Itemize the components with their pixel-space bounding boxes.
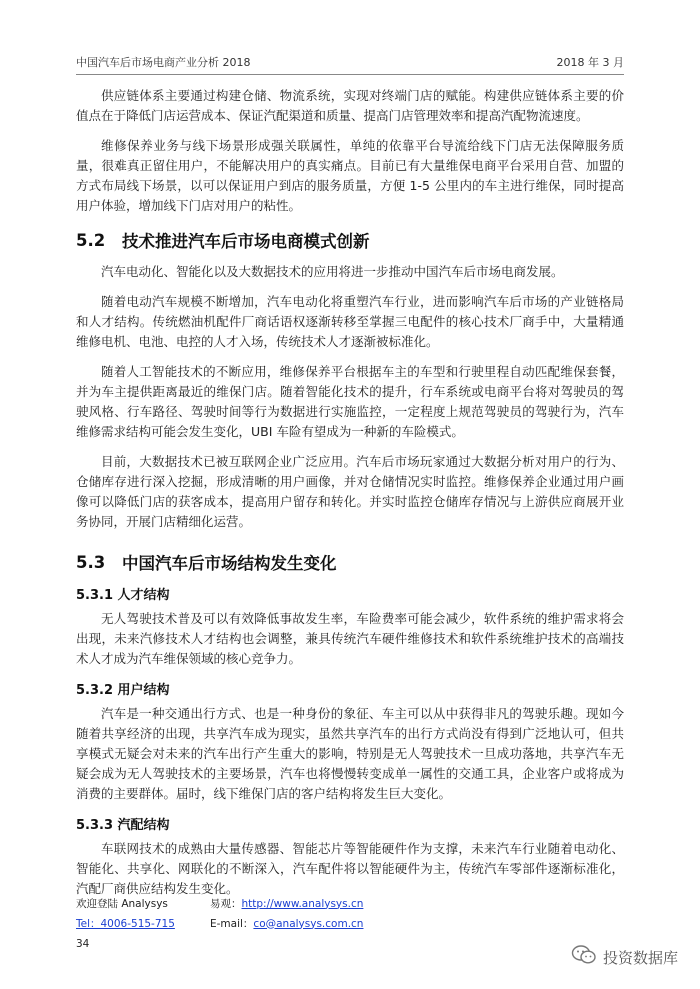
section-number: 5.3 — [76, 552, 106, 572]
body-paragraph: 目前，大数据技术已被互联网企业广泛应用。汽车后市场玩家通过大数据分析对用户的行为、仓储库存进行深入挖掘，形成清晰的用户画像，并对仓储情况实时监控。维修保养企业通过用户画像可以降低门店的获客成本，提高用户留存和转化。并实时监控仓储库存情况与上游供应商展开业务协同，开展门店精细化运营。 — [76, 454, 624, 529]
section-title: 中国汽车后市场结构发生变化 — [122, 554, 337, 573]
intro-paragraph: 维修保养业务与线下场景形成强关联属性，单纯的依靠平台导流给线下门店无法保障服务质量，很难真正留住用户，不能解决用户的真实痛点。目前已有大量维保电商平台采用自营、加盟的方式布局线下场景，以可以保证用户到店的服务质量，方便 1-5 公里内的车主进行维保，同时提高用户体验，增加线下门店对用户的粘性。 — [76, 138, 624, 213]
subsection-heading: 5.3.1 人才结构 — [76, 588, 170, 603]
body-paragraph: 汽车是一种交通出行方式、也是一种身份的象征、车主可以从中获得非凡的驾驶乐趣。现如今随着共享经济的出现，共享汽车成为现实，虽然共享汽车的出行方式尚没有得到广泛地认可，但共享模式无疑会对未来的汽车出行产生重大的影响，特别是无人驾驶技术一旦成功落地，共享汽车无疑会成为无人驾驶技术的主要场景，汽车也将慢慢转变成单一属性的交通工具，企业客户或将成为消费的主要群体。届时，线下维保门店的客户结构将发生巨大变化。 — [76, 706, 624, 801]
header-title: 中国汽车后市场电商产业分析 2018 — [76, 56, 251, 69]
subsection-heading: 5.3.3 汽配结构 — [76, 818, 170, 833]
wechat-icon — [571, 944, 597, 970]
footer-tel-link[interactable]: Tel：4006-515-715 — [76, 917, 175, 930]
footer-site-label: 易观： — [210, 897, 242, 910]
footer-site-link[interactable]: http://www.analysys.cn — [241, 897, 364, 910]
footer-email-label: E-mail： — [210, 917, 254, 930]
section-title: 技术推进汽车后市场电商模式创新 — [122, 232, 370, 251]
page-number: 34 — [76, 938, 90, 950]
header-date: 2018 年 3 月 — [556, 56, 624, 69]
watermark — [571, 944, 678, 970]
subsection-heading: 5.3.2 用户结构 — [76, 683, 170, 698]
section-number: 5.2 — [76, 230, 106, 250]
body-paragraph: 车联网技术的成熟由大量传感器、智能芯片等智能硬件作为支撑，未来汽车行业随着电动化、智能化、共享化、网联化的不断深入，汽车配件将以智能硬件为主，传统汽车零部件逐渐标准化，汽配厂商供应结构发生变化。 — [76, 841, 624, 896]
main-content — [76, 86, 624, 909]
header-divider — [76, 74, 624, 75]
intro-paragraph: 供应链体系主要通过构建仓储、物流系统，实现对终端门店的赋能。构建供应链体系主要的价值点在于降低门店运营成本、保证汽配渠道和质量、提高门店管理效率和提高汽配物流速度。 — [76, 88, 624, 123]
watermark-text: 投资数据库 — [602, 948, 678, 967]
footer-welcome: 欢迎登陆 Analysys — [76, 897, 168, 910]
footer-email-link[interactable]: co@analysys.com.cn — [253, 917, 364, 930]
body-paragraph: 汽车电动化、智能化以及大数据技术的应用将进一步推动中国汽车后市场电商发展。 — [101, 264, 564, 279]
page-header — [76, 52, 624, 72]
body-paragraph: 随着人工智能技术的不断应用，维修保养平台根据车主的车型和行驶里程自动匹配维保套餐，并为车主提供距离最近的维保门店。随着智能化技术的提升，行车系统或电商平台将对驾驶员的驾驶风格、行车路径、驾驶时间等行为数据进行实施监控，一定程度上规范驾驶员的驾驶行为，汽车维修需求结构可能会发生变化，UBI 车险有望成为一种新的车险模式。 — [76, 364, 624, 439]
body-paragraph: 随着电动汽车规模不断增加，汽车电动化将重塑汽车行业，进而影响汽车后市场的产业链格局和人才结构。传统燃油机配件厂商话语权逐渐转移至掌握三电配件的核心技术厂商手中，大量精通维修电机、电池、电控的人才入场，传统技术人才逐渐被标准化。 — [76, 294, 624, 349]
page-footer — [76, 893, 624, 933]
section-heading-5-3 — [76, 550, 624, 574]
body-paragraph: 无人驾驶技术普及可以有效降低事故发生率，车险费率可能会减少，软件系统的维护需求将会出现，未来汽修技术人才结构也会调整，兼具传统汽车硬件维修技术和软件系统维护技术的高端技术人才成为汽车维保领域的核心竞争力。 — [76, 611, 624, 666]
section-heading-5-2 — [76, 228, 624, 252]
